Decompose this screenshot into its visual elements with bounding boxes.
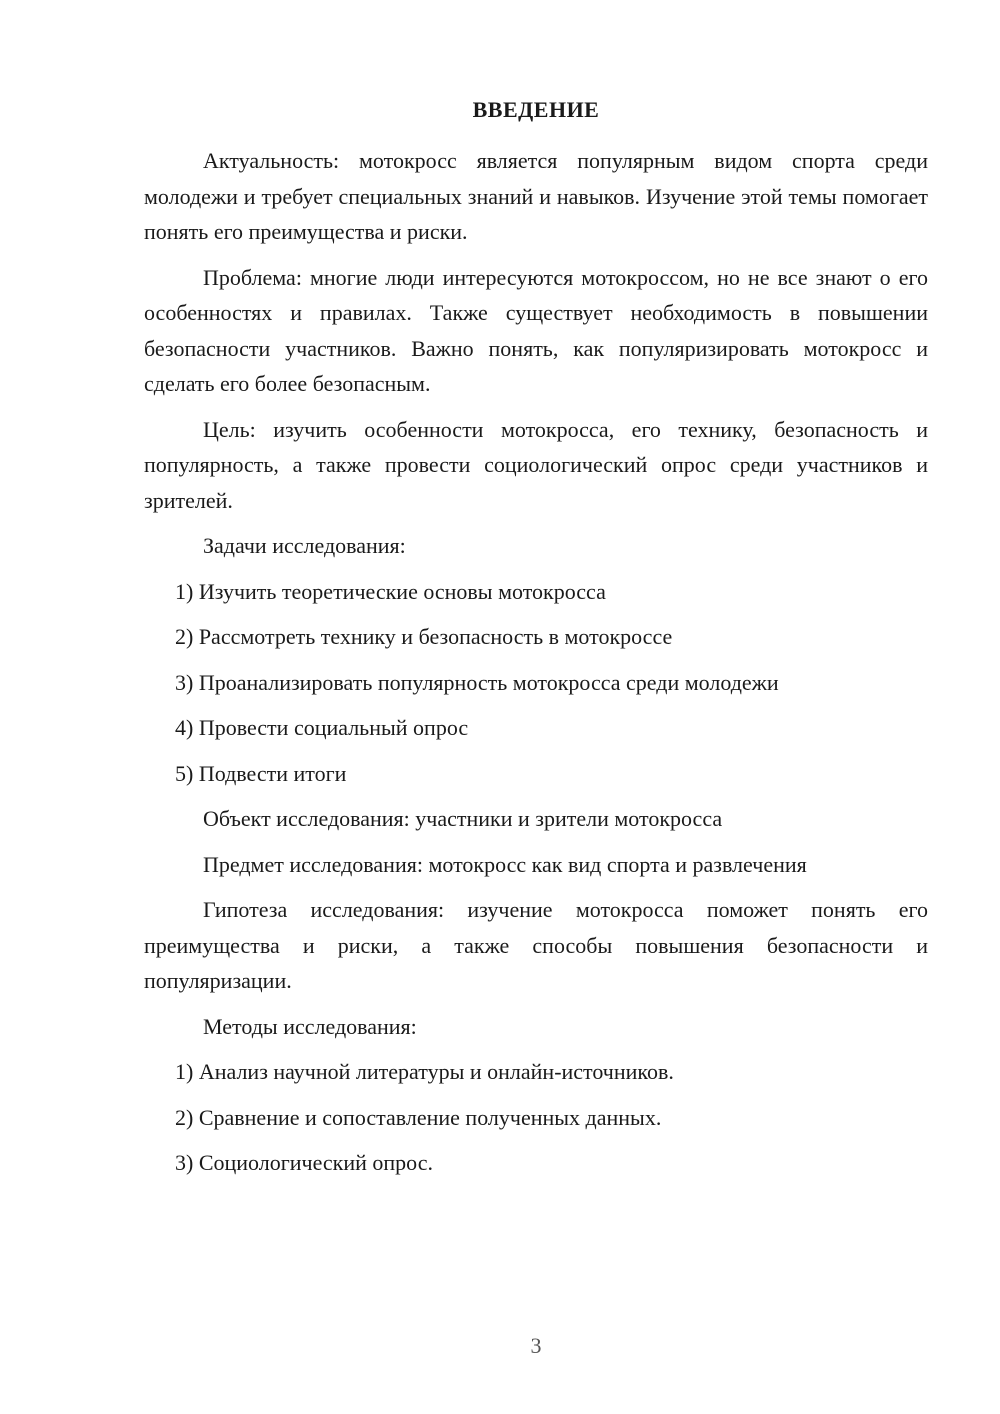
methods-title: Методы исследования: bbox=[203, 1013, 417, 1039]
task-item: 1) Изучить теоретические основы мотокросса bbox=[175, 578, 606, 604]
relevance-paragraph: Актуальность: мотокросс является популярным видом спорта среди молодежи и требует специальных знаний и навыков. Изучение этой темы помогает понять его преимущества и риски. bbox=[144, 148, 928, 244]
task-item: 4) Провести социальный опрос bbox=[175, 715, 469, 740]
tasks-title: Задачи исследования: bbox=[203, 533, 406, 558]
document-body bbox=[144, 143, 928, 1191]
method-item: 3) Социологический опрос. bbox=[175, 1150, 433, 1175]
object-paragraph: Объект исследования: участники и зрители мотокросса bbox=[203, 806, 723, 831]
page-number: 3 bbox=[530, 1333, 542, 1358]
hypothesis-paragraph: Гипотеза исследования: изучение мотокросса поможет понять его преимущества и риски, а также способы повышения безопасности и популяризации. bbox=[144, 897, 928, 993]
method-item: 2) Сравнение и сопоставление полученных данных. bbox=[175, 1104, 662, 1130]
goal-paragraph: Цель: изучить особенности мотокросса, его технику, безопасность и популярность, а также провести социологический опрос среди участников и зрителей. bbox=[144, 416, 928, 513]
task-item: 5) Подвести итоги bbox=[175, 760, 347, 786]
subject-paragraph: Предмет исследования: мотокросс как вид спорта и развлечения bbox=[203, 851, 807, 877]
task-item: 3) Проанализировать популярность мотокросса среди молодежи bbox=[175, 669, 779, 695]
problem-paragraph: Проблема: многие люди интересуются мотокроссом, но не все знают о его особенностях и правилах. Также существует необходимость в повышении безопасности участников. Важно понять, как популяризировать мотокросс и сделать его более безопасным. bbox=[144, 264, 928, 396]
page-title: ВВЕДЕНИЕ bbox=[472, 97, 600, 122]
task-item: 2) Рассмотреть технику и безопасность в мотокроссе bbox=[175, 624, 673, 649]
method-item: 1) Анализ научной литературы и онлайн-источников. bbox=[175, 1059, 674, 1084]
